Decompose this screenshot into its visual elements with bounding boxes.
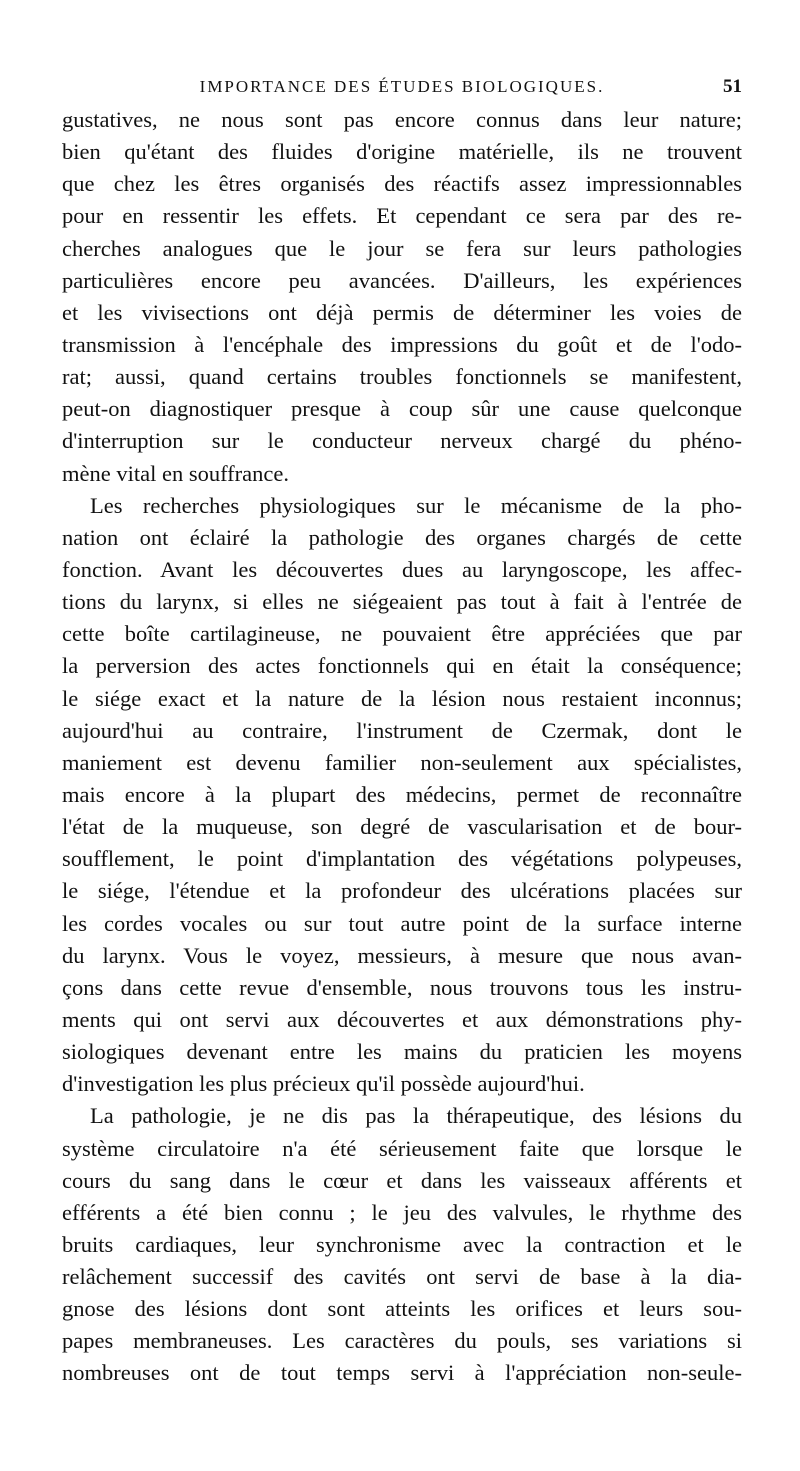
text-line: siologiques devenant entre les mains du praticien les moyens [62, 1039, 742, 1065]
text-line: cette boîte cartilagineuse, ne pouvaient être appréciées que par [62, 621, 742, 647]
text-line: mène vital en souffrance. [62, 460, 289, 486]
text-line: efférents a été bien connu ; le jeu des valvules, le rhythme des [62, 1199, 742, 1225]
text-line: ments qui ont servi aux découvertes et aux démonstrations phy- [62, 1006, 742, 1032]
text-line: peut-on diagnostiquer presque à coup sûr une cause quelconque [62, 396, 742, 422]
text-line: Les recherches physiologiques sur le mécanisme de la pho- [90, 492, 742, 518]
text-line: d'interruption sur le conducteur nerveux chargé du phéno- [62, 428, 742, 454]
running-title: IMPORTANCE DES ÉTUDES BIOLOGIQUES. [199, 77, 605, 96]
text-line: nombreuses ont de tout temps servi à l'appréciation non-seule- [62, 1360, 742, 1386]
text-line: tions du larynx, si elles ne siégeaient pas tout à fait à l'entrée de [62, 589, 742, 615]
text-line: bien qu'étant des fluides d'origine matérielle, ils ne trouvent [62, 139, 742, 165]
text-line: système circulatoire n'a été sérieusement faite que lorsque le [62, 1135, 742, 1161]
text-line: du larynx. Vous le voyez, messieurs, à mesure que nous avan- [62, 942, 742, 968]
text-line: le siége exact et la nature de la lésion nous restaient inconnus; [62, 685, 742, 711]
text-line: nation ont éclairé la pathologie des organes chargés de cette [62, 524, 742, 550]
body-text [62, 104, 742, 1390]
text-line: que chez les êtres organisés des réactifs assez impressionnables [62, 171, 742, 197]
text-line: çons dans cette revue d'ensemble, nous trouvons tous les instru- [62, 974, 742, 1000]
book-page [62, 70, 742, 1390]
running-head [62, 70, 742, 104]
text-line: rat; aussi, quand certains troubles fonctionnels se manifestent, [62, 364, 742, 390]
text-line: la perversion des actes fonctionnels qui en était la conséquence; [62, 653, 742, 679]
text-line: papes membraneuses. Les caractères du pouls, ses variations si [62, 1328, 742, 1354]
text-line: gnose des lésions dont sont atteints les orifices et leurs sou- [62, 1296, 742, 1322]
text-line: relâchement successif des cavités ont servi de base à la dia- [62, 1264, 742, 1290]
text-line: transmission à l'encéphale des impressions du goût et de l'odo- [62, 331, 742, 357]
text-line: aujourd'hui au contraire, l'instrument de Czermak, dont le [62, 717, 742, 743]
text-line: gustatives, ne nous sont pas encore connus dans leur nature; [62, 107, 742, 132]
text-line: soufflement, le point d'implantation des végétations polypeuses, [62, 846, 742, 872]
page-number: 51 [723, 76, 742, 97]
text-line: La pathologie, je ne dis pas la thérapeutique, des lésions du [90, 1103, 742, 1129]
text-line: particulières encore peu avancées. D'ailleurs, les expériences [62, 267, 742, 293]
text-line: pour en ressentir les effets. Et cependant ce sera par des re- [62, 203, 742, 229]
text-line: le siége, l'étendue et la profondeur des ulcérations placées sur [62, 878, 742, 904]
text-line: l'état de la muqueuse, son degré de vascularisation et de bour- [62, 814, 742, 840]
text-line: d'investigation les plus précieux qu'il possède aujourd'hui. [62, 1071, 585, 1097]
text-line: cherches analogues que le jour se fera sur leurs pathologies [62, 235, 742, 261]
text-line: bruits cardiaques, leur synchronisme avec la contraction et le [62, 1231, 742, 1257]
text-line: fonction. Avant les découvertes dues au laryngoscope, les affec- [62, 556, 742, 582]
text-line: mais encore à la plupart des médecins, permet de reconnaître [62, 781, 742, 807]
text-line: et les vivisections ont déjà permis de déterminer les voies de [62, 299, 742, 325]
text-line: maniement est devenu familier non-seulement aux spécialistes, [62, 749, 742, 775]
text-line: cours du sang dans le cœur et dans les vaisseaux afférents et [62, 1167, 742, 1193]
text-line: les cordes vocales ou sur tout autre point de la surface interne [62, 910, 742, 936]
